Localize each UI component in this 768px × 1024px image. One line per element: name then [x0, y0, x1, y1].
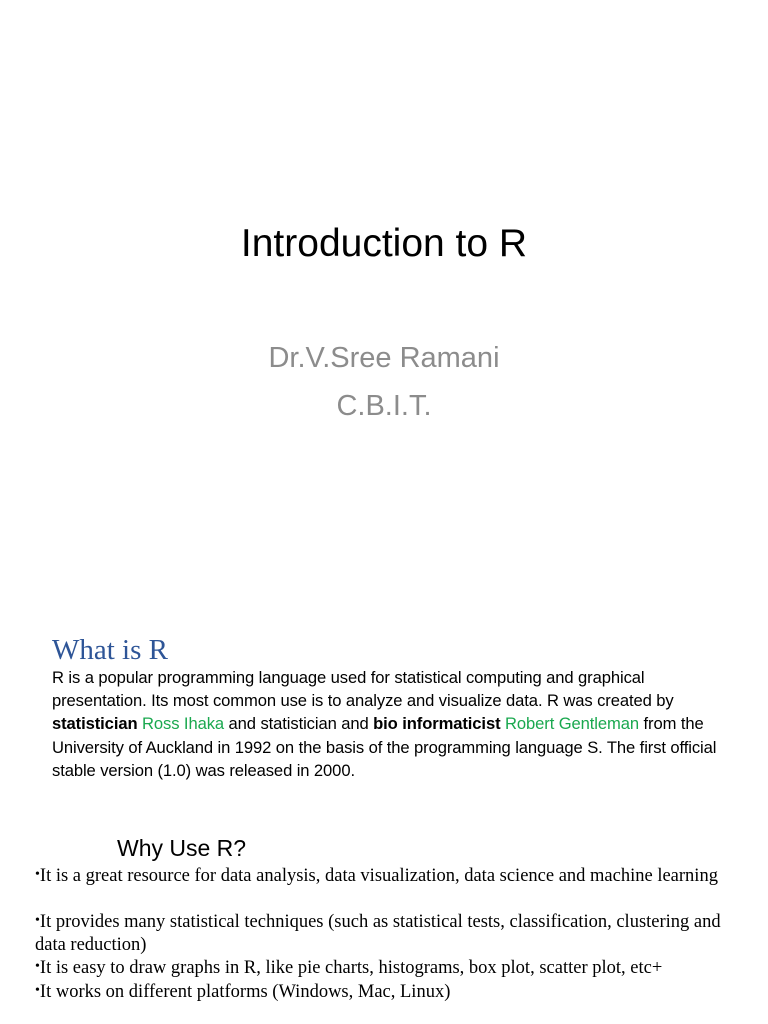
list-item: [35, 910, 735, 956]
bullet-icon: •: [35, 913, 40, 928]
ross-ihaka-link[interactable]: Ross Ihaka: [142, 714, 225, 734]
list-item-text: It is a great resource for data analysis, data visualization, data science and machine learning: [39, 866, 718, 886]
bullet-icon: •: [35, 982, 40, 998]
what-is-r-paragraph: [52, 666, 742, 782]
bold-statistician: statistician: [52, 714, 138, 734]
paragraph-text-end: from the University of Auckland in 1992 on the basis of the programming language S. The first official stable version (1.0) was released in 2000.: [52, 714, 717, 780]
why-use-r-heading: Why Use R?: [117, 835, 247, 861]
why-use-r-list: [35, 864, 735, 1003]
institution-name: C.B.I.T.: [336, 390, 432, 422]
list-item-text: It is easy to draw graphs in R, like pie charts, histograms, box plot, scatter plot, etc+: [39, 958, 663, 978]
bullet-icon: •: [35, 959, 40, 974]
paragraph-text-start: R is a popular programming language used for statistical computing and graphical presentation. Its most common use is to analyze and visualize data. R was created by: [52, 668, 674, 711]
list-item-text: It works on different platforms (Windows, Mac, Linux): [39, 981, 451, 1002]
list-item: [35, 956, 735, 980]
subtitle-block: [0, 334, 768, 430]
what-is-r-heading: What is R: [52, 634, 168, 666]
paragraph-text-mid: and statistician and: [224, 714, 374, 734]
page-title: Introduction to R: [240, 222, 528, 265]
bold-bio-informaticist: bio informaticist: [373, 714, 501, 734]
bullet-icon: •: [35, 867, 40, 882]
list-item-text: It provides many statistical techniques (such as statistical tests, classification, clustering and data reduction): [35, 912, 721, 955]
robert-gentleman-link[interactable]: Robert Gentleman: [505, 714, 640, 734]
author-name: Dr.V.Sree Ramani: [268, 342, 500, 374]
list-item: [35, 980, 735, 1004]
list-item: [35, 864, 735, 888]
